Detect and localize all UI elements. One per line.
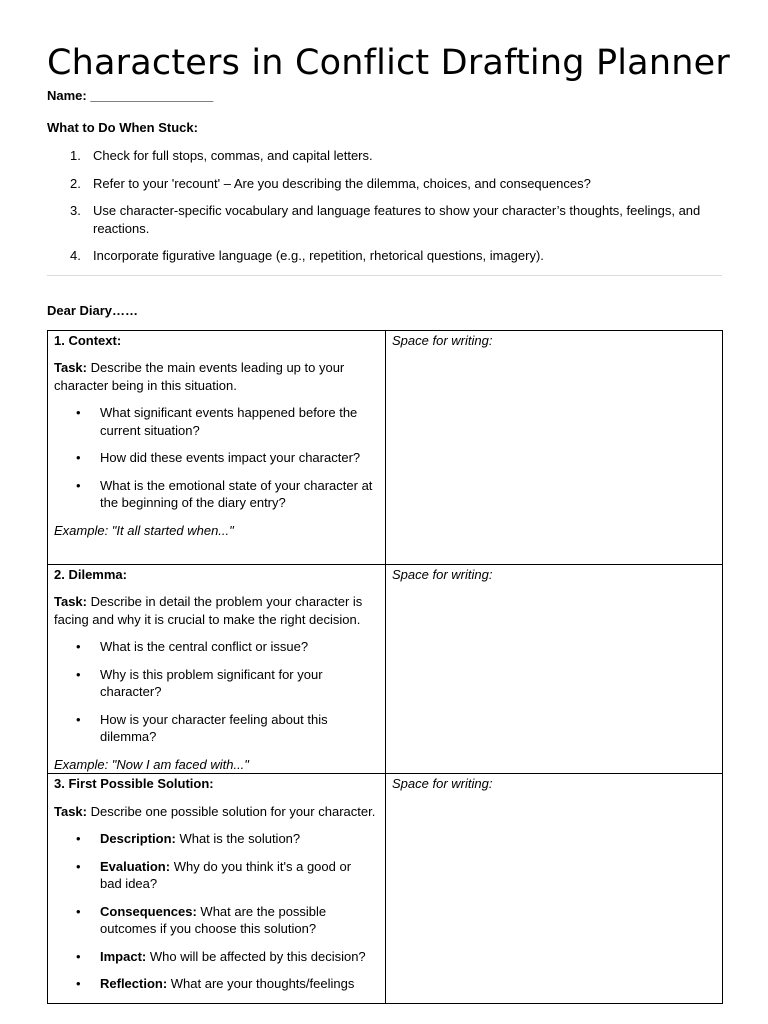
stuck-item — [47, 202, 722, 237]
bullet-icon: • — [76, 831, 81, 846]
bullet-icon: • — [76, 903, 81, 919]
stuck-item-text: Incorporate figurative language (e.g., repetition, rhetorical questions, imagery). — [93, 248, 544, 263]
writing-space-label: Space for writing: — [392, 776, 493, 791]
stuck-item-number: 2. — [70, 175, 81, 191]
question-body: What are the possible outcomes if you choose this solution? — [100, 903, 327, 936]
question-text: What significant events happened before the current situation? — [100, 405, 358, 438]
question-list — [54, 404, 379, 512]
question-body: What are your thoughts/feelings — [167, 976, 355, 991]
question-text: What is the emotional state of your character at the beginning of the diary entry? — [100, 477, 373, 510]
task-description: Describe the main events leading up to your character being in this situation. — [54, 360, 345, 393]
question-text — [100, 830, 379, 848]
section-title: 1. Context: — [54, 332, 122, 348]
stuck-list — [47, 147, 722, 265]
stuck-item — [47, 175, 722, 193]
section-title: 3. First Possible Solution: — [54, 776, 214, 791]
question-item — [54, 975, 379, 993]
question-item — [54, 830, 379, 848]
prompt-cell — [48, 774, 386, 1004]
task-text — [54, 803, 379, 821]
task-text — [54, 593, 379, 628]
diary-heading: Dear Diary…… — [47, 302, 139, 318]
question-label: Impact: — [100, 948, 147, 964]
name-field — [47, 88, 722, 104]
document-page — [47, 38, 730, 1004]
question-item — [54, 858, 379, 893]
stuck-item — [47, 247, 722, 265]
question-text: How did these events impact your character? — [100, 450, 361, 465]
stuck-item-number: 4. — [70, 248, 81, 263]
example-text: Example: "Now I am faced with..." — [54, 756, 249, 772]
planner-row-dilemma — [48, 564, 723, 774]
name-blank: _________________ — [90, 88, 214, 103]
writing-space-label: Space for writing: — [392, 332, 493, 348]
question-label: Reflection: — [100, 976, 168, 991]
question-text — [100, 948, 379, 966]
task-description: Describe in detail the problem your character is facing and why it is crucial to make the right decision. — [54, 594, 363, 627]
bullet-icon: • — [76, 858, 81, 874]
planner-row-context — [48, 330, 723, 564]
prompt-cell — [48, 564, 386, 774]
question-body: What is the solution? — [175, 831, 301, 846]
bullet-icon: • — [76, 711, 81, 727]
question-item — [54, 404, 379, 439]
question-body: Who will be affected by this decision? — [146, 948, 366, 964]
writing-cell[interactable] — [386, 330, 723, 564]
task-description: Describe one possible solution for your character. — [87, 803, 376, 819]
question-item — [54, 638, 379, 656]
question-item — [54, 477, 379, 512]
bullet-icon: • — [76, 477, 81, 493]
bullet-icon: • — [76, 948, 81, 964]
question-text — [100, 858, 379, 893]
task-label: Task: — [54, 360, 87, 375]
question-label: Evaluation: — [100, 858, 171, 874]
question-text — [100, 975, 379, 993]
stuck-item-text: Use character-specific vocabulary and language features to show your character’s thoughts, feelings, and reactions. — [93, 203, 701, 236]
planner-row-solution — [48, 774, 723, 1004]
question-item — [54, 449, 379, 467]
stuck-heading: What to Do When Stuck: — [47, 120, 198, 135]
question-text: What is the central conflict or issue? — [100, 639, 309, 654]
planner-table — [47, 330, 723, 1004]
bullet-icon: • — [76, 666, 81, 682]
question-text: Why is this problem significant for your character? — [100, 666, 323, 699]
question-item — [54, 903, 379, 938]
question-item — [54, 711, 379, 746]
question-text: How is your character feeling about this dilemma? — [100, 711, 328, 744]
page-title: Characters in Conflict Drafting Planner — [47, 43, 730, 83]
question-label: Description: — [100, 831, 176, 846]
question-item — [54, 948, 379, 966]
stuck-item-number: 1. — [70, 148, 81, 163]
bullet-icon: • — [76, 639, 81, 654]
writing-cell[interactable] — [386, 564, 723, 774]
section-title: 2. Dilemma: — [54, 566, 127, 582]
question-body: Why do you think it's a good or bad idea? — [100, 858, 352, 891]
question-item — [54, 666, 379, 701]
stuck-item-number: 3. — [70, 203, 81, 218]
bullet-icon: • — [76, 405, 81, 420]
stuck-item — [47, 147, 722, 165]
prompt-cell — [48, 330, 386, 564]
bullet-icon: • — [76, 450, 81, 465]
writing-space-label: Space for writing: — [392, 566, 493, 582]
question-text — [100, 903, 379, 938]
name-label: Name: — [47, 88, 87, 103]
example-text: Example: "It all started when..." — [54, 522, 234, 538]
section-divider — [47, 275, 722, 276]
stuck-item-text: Refer to your 'recount' – Are you describing the dilemma, choices, and consequences? — [93, 175, 591, 191]
question-label: Consequences: — [100, 903, 197, 919]
task-label: Task: — [54, 594, 87, 609]
task-text — [54, 359, 379, 394]
question-list — [54, 830, 379, 993]
writing-cell[interactable] — [386, 774, 723, 1004]
task-label: Task: — [54, 803, 87, 819]
question-list — [54, 638, 379, 746]
stuck-item-text: Check for full stops, commas, and capital letters. — [93, 148, 373, 163]
bullet-icon: • — [76, 976, 81, 991]
